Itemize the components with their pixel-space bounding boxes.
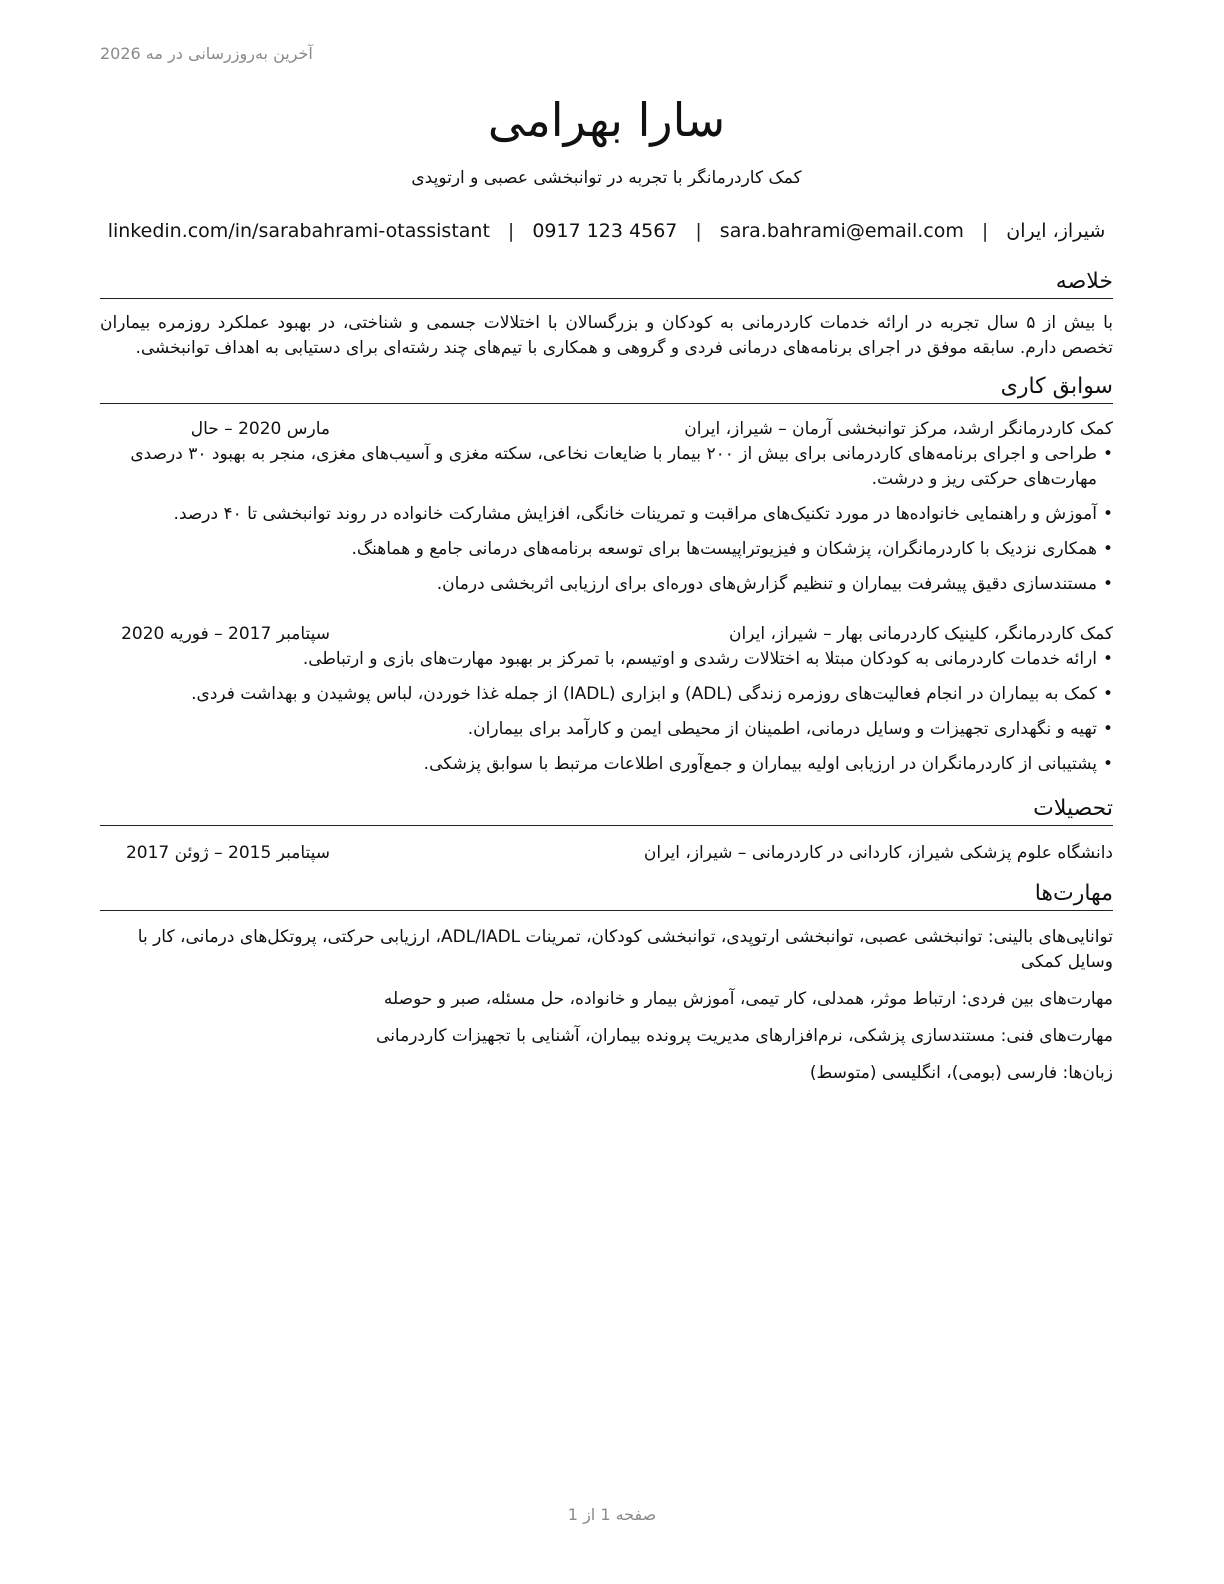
contact-email[interactable]: sara.bahrami@email.com [719,220,964,242]
skills-technical: مهارت‌های فنی: مستندسازی پزشکی، نرم‌افزارهای مدیریت پرونده بیماران، آشنایی با تجهیزات کاردرمانی [376,1026,1113,1046]
candidate-tagline: کمک کاردرمانگر با تجربه در توانبخشی عصبی و ارتوپدی [411,168,802,188]
job-entry [100,621,1113,777]
resume-page [100,88,1113,1098]
skills-interpersonal: مهارت‌های بین فردی: ارتباط موثر، همدلی، کار تیمی، آموزش بیمار و خانواده، حل مسئله، صبر و حوصله [383,989,1113,1009]
job-bullets [100,442,1113,597]
summary-text: با بیش از ۵ سال تجربه در ارائه خدمات کاردرمانی به کودکان و بزرگسالان با اختلالات جسمی و شناختی، در بهبود عملکرد روزمره بیماران تخصص دارم. سابقه موفق در اجرای برنامه‌های درمانی فردی و گروهی و همکاری با تیم‌های چند رشته‌ای برای دستیابی به اهداف توانبخشی. [100,313,1113,358]
contact-line [100,218,1113,244]
contact-separator: | [695,220,702,242]
job-dates: سپتامبر 2017 – فوریه 2020 [121,624,330,644]
job-role: کمک کاردرمانگر، کلینیک کاردرمانی بهار – شیراز، ایران [729,624,1113,644]
job-dates: مارس 2020 – حال [190,419,330,439]
job-bullet: • همکاری نزدیک با کاردرمانگران، پزشکان و فیزیوتراپیست‌ها برای توسعه برنامه‌های درمانی جامع و هماهنگ. [100,537,1113,562]
job-bullet: • ارائه خدمات کاردرمانی به کودکان مبتلا به اختلالات رشدی و اوتیسم، با تمرکز بر بهبود مهارت‌های بازی و ارتباطی. [100,647,1113,672]
skills-heading: مهارت‌ها [100,880,1113,911]
contact-separator: | [981,220,989,242]
job-bullet: • آموزش و راهنمایی خانواده‌ها در مورد تکنیک‌های مراقبت و تمرینات خانگی، افزایش مشارکت خانواده در روند توانبخشی تا ۴۰ درصد. [100,502,1113,527]
job-header [100,621,1113,647]
education-heading: تحصیلات [100,795,1113,826]
skills-languages: زبان‌ها: فارسی (بومی)، انگلیسی (متوسط) [809,1063,1113,1083]
job-entry [100,416,1113,597]
last-updated-note: آخرین به‌روزرسانی در مه 2026 [100,44,313,63]
job-role: کمک کاردرمانگر ارشد، مرکز توانبخشی آرمان – شیراز، ایران [684,419,1113,439]
job-bullet: • طراحی و اجرای برنامه‌های کاردرمانی برای بیش از ۲۰۰ بیمار با ضایعات نخاعی، سکته مغزی و آسیب‌های مغزی، منجر به بهبود ۳۰ درصدی مهارت‌های حرکتی ریز و درشت. [100,442,1113,492]
education-institution: دانشگاه علوم پزشکی شیراز، کاردانی در کاردرمانی – شیراز، ایران [643,843,1113,863]
summary-heading: خلاصه [100,268,1113,299]
job-bullets [100,647,1113,777]
education-dates: سپتامبر 2015 – ژوئن 2017 [125,843,330,863]
page-number: صفحه 1 از 1 [567,1505,657,1524]
experience-heading: سوابق کاری [100,373,1113,404]
job-bullet: • پشتیبانی از کاردرمانگران در ارزیابی اولیه بیماران و جمع‌آوری اطلاعات مرتبط با سوابق پزشکی. [100,752,1113,777]
education-entry [100,840,1113,866]
job-header [100,416,1113,442]
contact-phone[interactable]: 0917 123 4567 [532,220,678,242]
contact-location: شیراز، ایران [1006,220,1106,242]
job-bullet: • مستندسازی دقیق پیشرفت بیماران و تنظیم گزارش‌های دوره‌ای برای ارزیابی اثربخشی درمان. [100,572,1113,597]
contact-linkedin[interactable]: linkedin.com/in/sarabahrami-otassistant [107,220,490,242]
job-bullet: • کمک به بیماران در انجام فعالیت‌های روزمره زندگی (ADL) و ابزاری (IADL) از جمله غذا خوردن، لباس پوشیدن و بهداشت فردی. [100,682,1113,707]
contact-separator: | [507,220,515,242]
skills-list [100,925,1113,1086]
skills-clinical: توانایی‌های بالینی: توانبخشی عصبی، توانبخشی ارتوپدی، توانبخشی کودکان، تمرینات ADL/IADL، ارزیابی حرکتی، پروتکل‌های درمانی، کار با وسایل کمکی [137,927,1113,972]
candidate-name: سارا بهرامی [487,93,726,147]
job-bullet: • تهیه و نگهداری تجهیزات و وسایل درمانی، اطمینان از محیطی ایمن و کارآمد برای بیماران. [100,717,1113,742]
